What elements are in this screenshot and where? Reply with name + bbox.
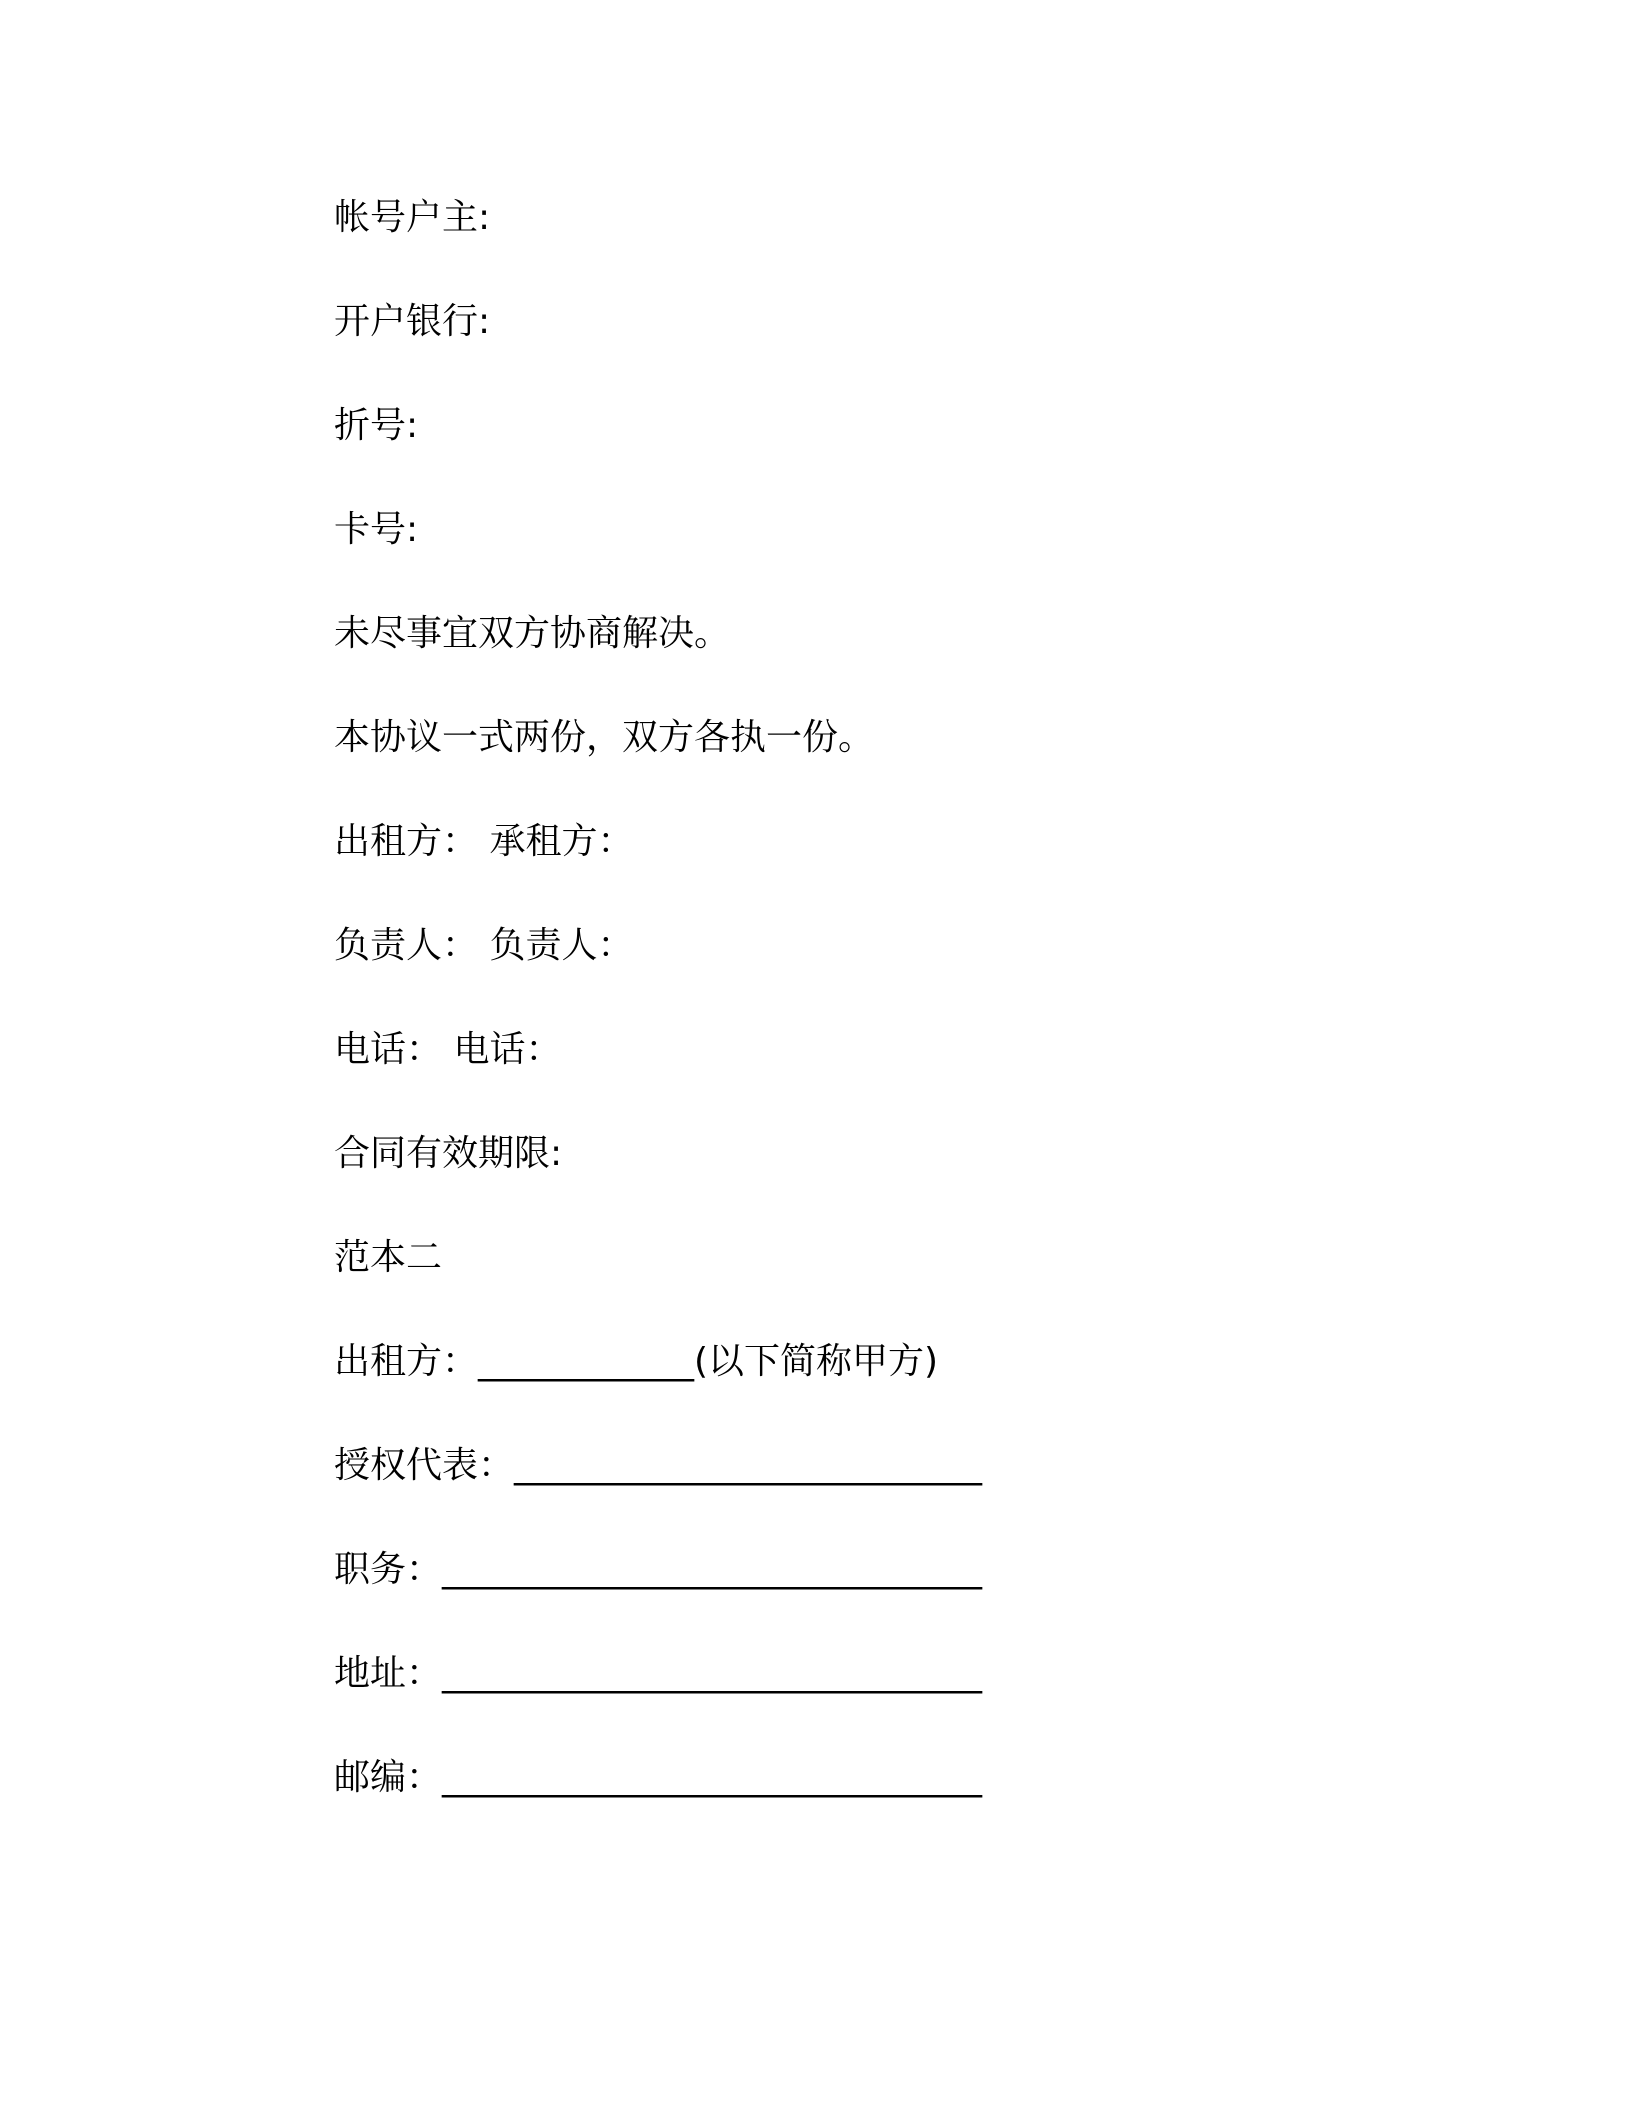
template-two-heading: 范本二 [334,1237,443,1278]
unresolved-matters-line: 未尽事宜双方协商解决。 [334,613,731,654]
lessor-lessee-line: 出租方： 承租方： [334,821,634,862]
card-number-line: 卡号: [334,509,419,550]
contract-term-line: 合同有效期限: [334,1133,563,1174]
postcode-field-line: 邮编：______________________________ [334,1757,983,1798]
account-holder-line: 帐号户主: [334,197,491,238]
position-field-line: 职务：______________________________ [334,1549,983,1590]
lessor-field-line: 出租方：____________(以下简称甲方) [334,1341,939,1382]
responsible-person-line: 负责人： 负责人： [334,925,634,966]
phone-line: 电话： 电话： [334,1029,562,1070]
authorized-rep-field-line: 授权代表：__________________________ [334,1445,983,1486]
address-field-line: 地址：______________________________ [334,1653,983,1694]
passbook-number-line: 折号: [334,405,419,446]
copies-line: 本协议一式两份，双方各执一份。 [334,717,875,758]
document-body [334,188,982,1852]
bank-line: 开户银行: [334,301,491,342]
